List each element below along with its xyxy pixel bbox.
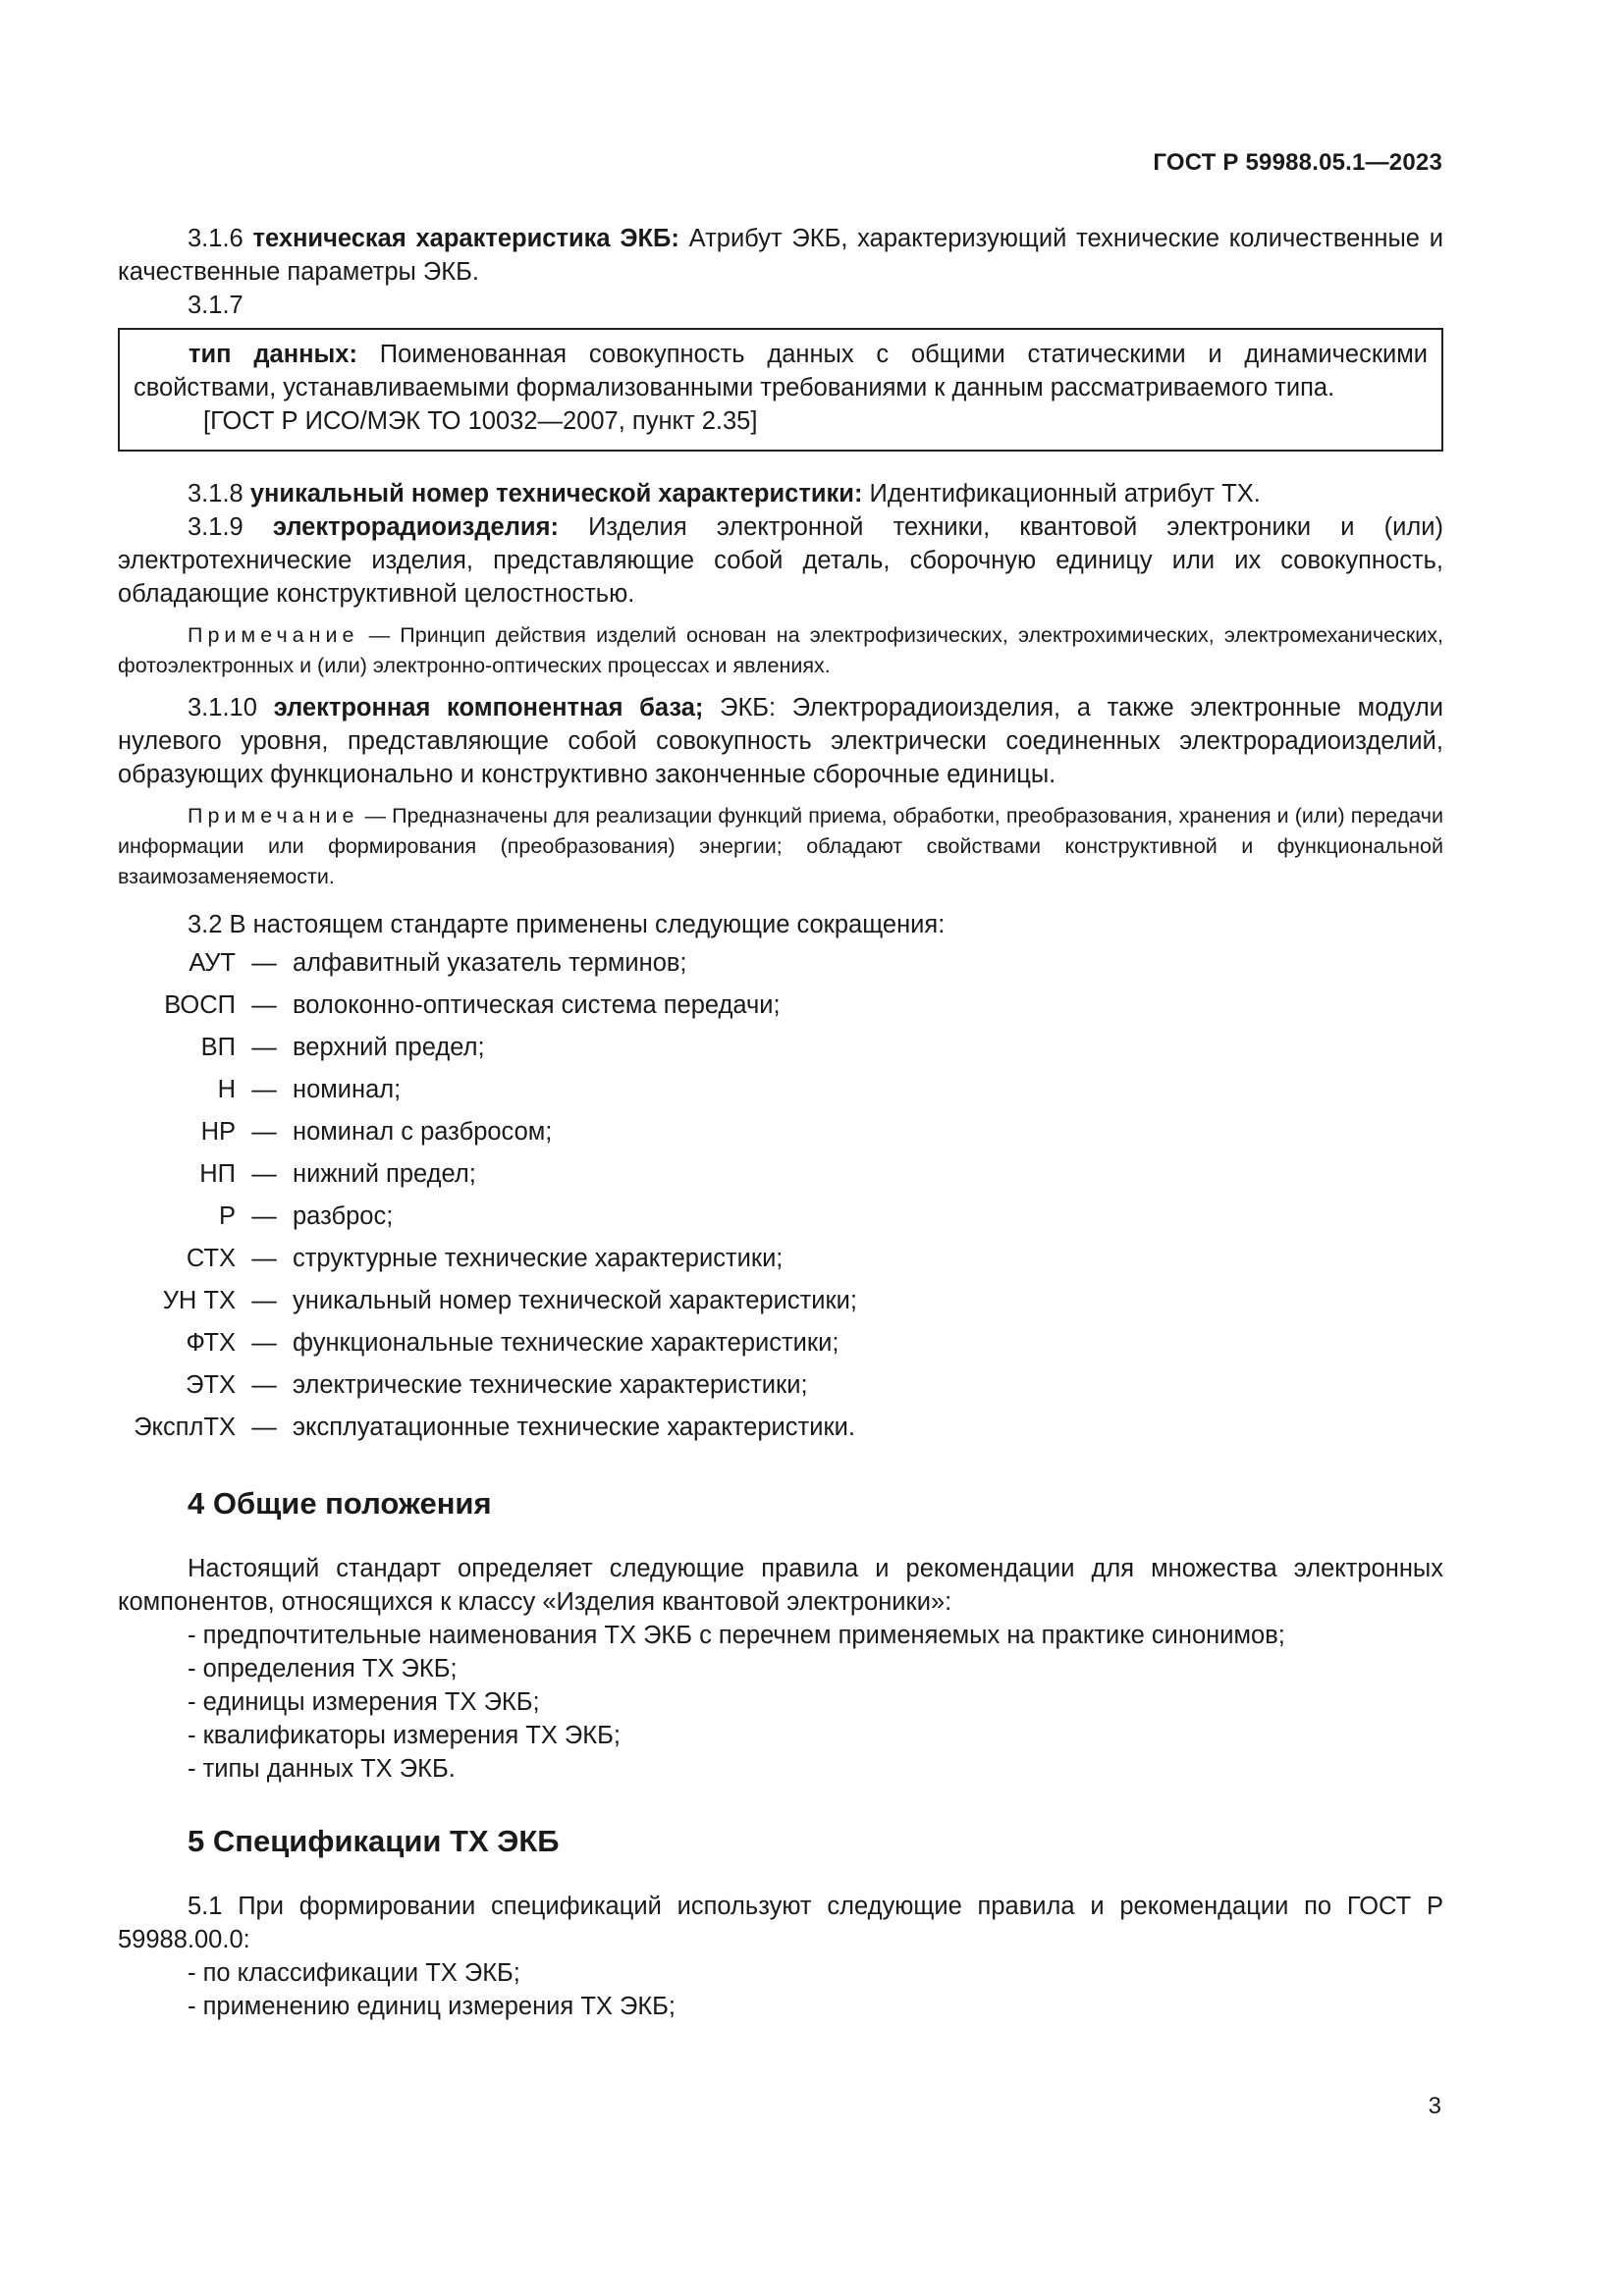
note-label: Примечание bbox=[188, 623, 359, 647]
document-code-header: ГОСТ Р 59988.05.1—2023 bbox=[1153, 149, 1442, 176]
page-content bbox=[118, 222, 1443, 2023]
abbreviation-row bbox=[118, 1026, 1443, 1068]
definition-source: [ГОСТ Р ИСО/МЭК ТО 10032—2007, пункт 2.35] bbox=[203, 407, 758, 435]
list-item: - единицы измерения ТХ ЭКБ; bbox=[188, 1688, 540, 1716]
section-4-heading: 4 Общие положения bbox=[188, 1486, 492, 1521]
abbreviation-row bbox=[118, 1068, 1443, 1110]
clause-3-1-10 bbox=[118, 691, 1443, 791]
abbreviation-definition: структурные технические характеристики; bbox=[293, 1244, 784, 1272]
dash: — bbox=[251, 990, 277, 1019]
term: электрорадиоизделия: bbox=[272, 513, 559, 541]
note-1 bbox=[118, 620, 1443, 681]
term: тип данных: bbox=[189, 341, 357, 368]
list-item: - определения ТХ ЭКБ; bbox=[188, 1655, 458, 1682]
clause-number: 3.1.8 bbox=[188, 480, 250, 507]
abbreviation: УН ТХ bbox=[162, 1286, 236, 1314]
definition: Изделия электронной техники, квантовой электроники и (или) электротехнические изделия, представляющие собой деталь, сборочную единицу или их совокупность, обладающие конструктивной целостностью. bbox=[118, 513, 1443, 608]
abbreviation-row bbox=[118, 1406, 1443, 1448]
abbreviation-definition: эксплуатационные технические характеристики. bbox=[293, 1413, 855, 1441]
abbreviation-row bbox=[118, 1110, 1443, 1152]
note-text: — Принцип действия изделий основан на электрофизических, электрохимических, электромеханических, фотоэлектронных и (или) электронно-оптических процессах и явлениях. bbox=[118, 623, 1443, 677]
definition: Поименованная совокупность данных с общими статическими и динамическими свойствами, устанавливаемыми формализованными требованиями к данным рассматриваемого типа. bbox=[134, 341, 1428, 401]
note-text: — Предназначены для реализации функций приема, обработки, преобразования, хранения и (или) передачи информации или формирования (преобразования) энергии; обладают свойствами конструктивной и функциональной взаимозаменяемости. bbox=[118, 804, 1443, 888]
abbreviation-definition: функциональные технические характеристики; bbox=[293, 1328, 839, 1357]
clause-5-1: 5.1 При формировании спецификаций используют следующие правила и рекомендации по ГОСТ Р 59988.00.0: bbox=[118, 1893, 1443, 1953]
dash: — bbox=[251, 1033, 277, 1061]
abbreviation-row bbox=[118, 941, 1443, 984]
abbreviation: Н bbox=[217, 1075, 236, 1103]
abbreviation-row bbox=[118, 1152, 1443, 1195]
page-number: 3 bbox=[1428, 2093, 1441, 2119]
clause-number: 3.1.9 bbox=[188, 513, 273, 541]
abbreviation: ВОСП bbox=[164, 990, 236, 1019]
abbreviation: ЭТХ bbox=[186, 1370, 236, 1399]
dash: — bbox=[251, 1201, 277, 1230]
abbreviation-list bbox=[118, 941, 1443, 1448]
quoted-definition-box bbox=[118, 328, 1443, 452]
abbreviation-definition: волоконно-оптическая система передачи; bbox=[293, 990, 781, 1019]
list-item: - по классификации ТХ ЭКБ; bbox=[188, 1959, 520, 1987]
dash: — bbox=[251, 1286, 277, 1314]
definition: Атрибут ЭКБ, характеризующий технические количественные и качественные параметры ЭКБ. bbox=[118, 225, 1443, 286]
abbreviation-row bbox=[118, 1363, 1443, 1406]
clause-number: 3.1.6 bbox=[188, 225, 253, 252]
dash: — bbox=[251, 1075, 277, 1103]
abbreviation-definition: верхний предел; bbox=[293, 1033, 485, 1061]
dash: — bbox=[251, 948, 277, 977]
abbreviation: ВП bbox=[200, 1033, 236, 1061]
note-2 bbox=[118, 801, 1443, 892]
dash: — bbox=[251, 1370, 277, 1399]
abbreviation-row bbox=[118, 1195, 1443, 1237]
clause-3-1-7-number: 3.1.7 bbox=[188, 292, 244, 319]
clause-3-2: 3.2 В настоящем стандарте применены следующие сокращения: bbox=[188, 911, 946, 938]
abbreviation-row bbox=[118, 1321, 1443, 1363]
abbreviation-definition: уникальный номер технической характеристики; bbox=[293, 1286, 857, 1314]
dash: — bbox=[251, 1117, 277, 1146]
clause-3-1-6 bbox=[118, 222, 1443, 289]
abbreviation-definition: алфавитный указатель терминов; bbox=[293, 948, 687, 977]
abbreviation: НП bbox=[199, 1159, 236, 1188]
term: уникальный номер технической характеристики: bbox=[249, 480, 863, 507]
dash: — bbox=[251, 1244, 277, 1272]
abbreviation: ЭксплТХ bbox=[134, 1413, 236, 1441]
section-5-heading: 5 Спецификации ТХ ЭКБ bbox=[188, 1824, 560, 1858]
abbreviation-row bbox=[118, 984, 1443, 1026]
term: электронная компонентная база; bbox=[273, 694, 704, 721]
clause-3-1-8 bbox=[118, 477, 1443, 510]
abbreviation: НР bbox=[200, 1117, 236, 1146]
clause-number: 3.1.10 bbox=[188, 694, 274, 721]
list-item: - квалификаторы измерения ТХ ЭКБ; bbox=[188, 1722, 621, 1749]
abbreviation: АУТ bbox=[189, 948, 236, 977]
note-label: Примечание bbox=[188, 804, 359, 828]
abbreviation-definition: электрические технические характеристики; bbox=[293, 1370, 808, 1399]
abbreviation: СТХ bbox=[186, 1244, 236, 1272]
dash: — bbox=[251, 1159, 277, 1188]
box-definition bbox=[134, 338, 1428, 404]
section-4-intro: Настоящий стандарт определяет следующие правила и рекомендации для множества электронных компонентов, относящихся к классу «Изделия квантовой электроники»: bbox=[118, 1555, 1443, 1616]
definition: Идентификационный атрибут ТХ. bbox=[862, 480, 1261, 507]
definition: ЭКБ: Электрорадиоизделия, а также электронные модули нулевого уровня, представляющие собой совокупность электрически соединенных электрорадиоизделий, образующих функционально и конструктивно законченные сборочные единицы. bbox=[118, 694, 1444, 788]
abbreviation: Р bbox=[218, 1201, 236, 1230]
abbreviation-definition: номинал; bbox=[293, 1075, 402, 1103]
term: техническая характеристика ЭКБ: bbox=[252, 225, 679, 252]
abbreviation-definition: номинал с разбросом; bbox=[293, 1117, 553, 1146]
list-item: - типы данных ТХ ЭКБ. bbox=[188, 1755, 456, 1783]
list-item: - предпочтительные наименования ТХ ЭКБ с перечнем применяемых на практике синонимов; bbox=[188, 1622, 1285, 1649]
abbreviation-row bbox=[118, 1279, 1443, 1321]
abbreviation-definition: нижний предел; bbox=[293, 1159, 476, 1188]
abbreviation: ФТХ bbox=[186, 1328, 236, 1357]
abbreviation-definition: разброс; bbox=[293, 1201, 394, 1230]
dash: — bbox=[251, 1328, 277, 1357]
abbreviation-row bbox=[118, 1237, 1443, 1279]
clause-3-1-9 bbox=[118, 510, 1443, 611]
list-item: - применению единиц измерения ТХ ЭКБ; bbox=[188, 1993, 676, 2020]
dash: — bbox=[251, 1413, 277, 1441]
